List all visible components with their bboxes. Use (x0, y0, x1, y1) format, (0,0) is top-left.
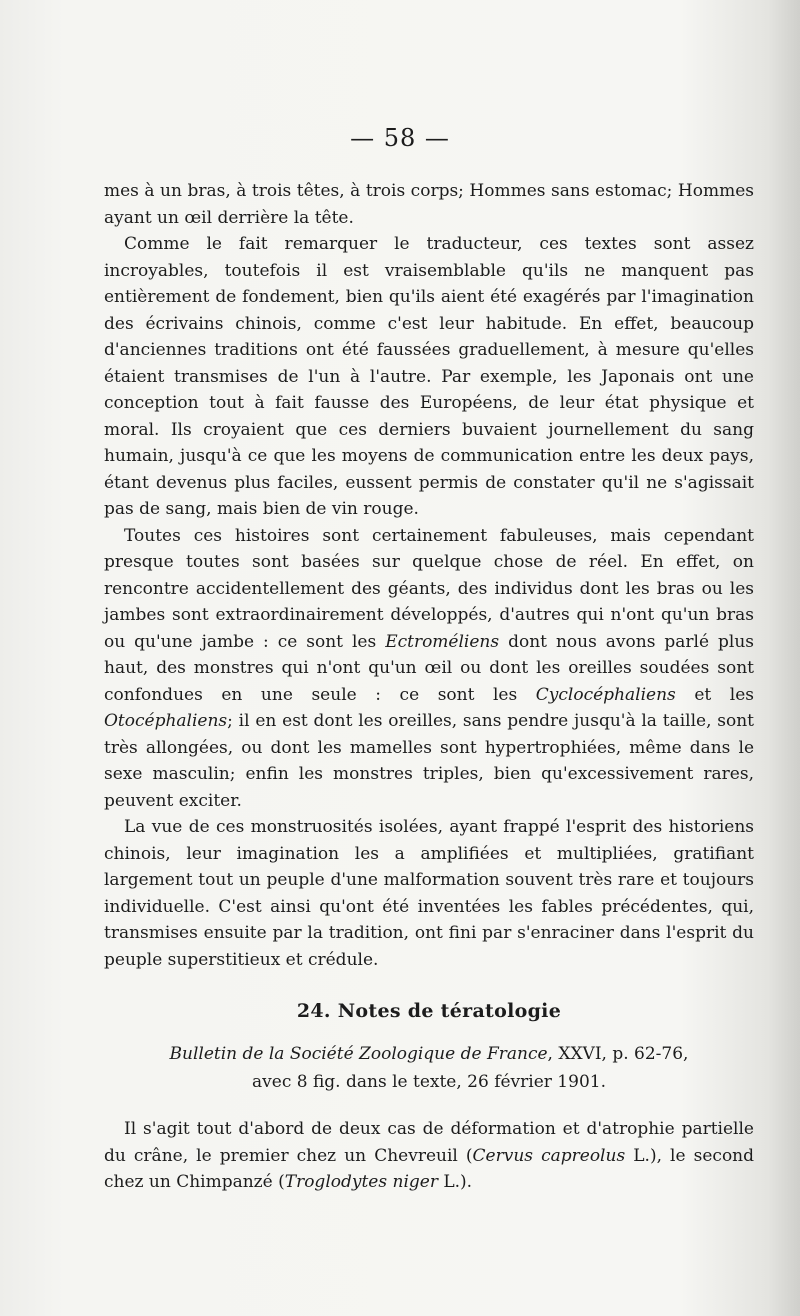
paragraph-continuation: mes à un bras, à trois têtes, à trois corps; Hommes sans estomac; Hommes ayant un œil derrière la tête. (104, 181, 754, 228)
paragraph-translator-remark: Comme le fait remarquer le traducteur, ces textes sont assez incroyables, toutefois il est vraisemblable qu'ils ne manquent pas entièrement de fondement, bien qu'ils aient été exagérés par l'imagination des écrivains chinois, comme c'est leur habitude. En effet, beaucoup d'anciennes traditions ont été faussées graduellement, à mesure qu'elles étaient transmises de l'un à l'autre. Par exemple, les Japonais ont une conception tout à fait fausse des Européens, de leur état physique et moral. Ils croyaient que ces derniers buvaient journellement du sang humain, jusqu'à ce que les moyens de communication entre les deux pays, étant devenus plus faciles, eussent permis de constater qu'il ne s'agissait pas de sang, mais bien de vin rouge. (104, 234, 754, 519)
page-number: — 58 — (350, 124, 450, 152)
citation-figures-date: avec 8 fig. dans le texte, 26 février 1901. (252, 1072, 606, 1092)
term-otocephaliens: Otocéphaliens (104, 711, 228, 731)
section-heading: 24. Notes de tératologie (296, 1000, 562, 1022)
species-cervus-capreolus: Cervus capreolus (472, 1145, 626, 1166)
section-intro-paragraph (104, 1116, 754, 1196)
text-run: L.), le second chez un Chimpanzé ( (104, 1145, 755, 1192)
citation (104, 1040, 754, 1096)
term-ectromeliens: Ectroméliens (385, 631, 500, 652)
species-troglodytes-niger: Troglodytes niger (284, 1172, 438, 1192)
term-cyclocephaliens: Cyclocéphaliens (535, 684, 676, 705)
text-run: et les (675, 684, 755, 705)
text-run: ; il en est dont les oreilles, sans pendre jusqu'à la taille, sont très allongées, ou dont les mamelles sont hypertrophiées, même dans le sexe masculin; enfin les monstres triples, bien qu'excessivement rares, peuvent exciter. (104, 711, 754, 811)
article-section (104, 1000, 754, 1196)
citation-journal: Bulletin de la Société Zoologique de France (169, 1044, 548, 1064)
text-run: Toutes ces histoires sont certainement fabuleuses, mais cependant presque toutes sont basées sur quelque chose de réel. En effet, on rencontre accidentellement des géants, des individus dont les bras ou les jambes sont extraordinairement développés, d'autres qui n'ont qu'un bras ou qu'une jambe : ce sont les (104, 525, 754, 652)
text-run: dont nous avons parlé plus haut, des monstres qui n'ont qu'un œil ou dont les oreilles soudées sont confondues en une seule : ce sont les (104, 631, 754, 705)
paragraph-fabulous-histories (104, 523, 754, 815)
text-run: L.). (437, 1172, 473, 1192)
text-run: Il s'agit tout d'abord de deux cas de déformation et d'atrophie partielle du crâne, le premier chez un Chevreuil ( (104, 1119, 754, 1166)
citation-details: , XXVI, p. 62-76, (547, 1044, 689, 1064)
body-text (104, 178, 754, 973)
paragraph-monstrosities: La vue de ces monstruosités isolées, ayant frappé l'esprit des historiens chinois, leur imagination les a amplifiées et multipliées, gratifiant largement tout un peuple d'une malformation souvent très rare et toujours individuelle. C'est ainsi qu'ont été inventées les fables précédentes, qui, transmises ensuite par la tradition, ont fini par s'enraciner dans l'esprit du peuple superstitieux et crédule. (104, 817, 754, 970)
